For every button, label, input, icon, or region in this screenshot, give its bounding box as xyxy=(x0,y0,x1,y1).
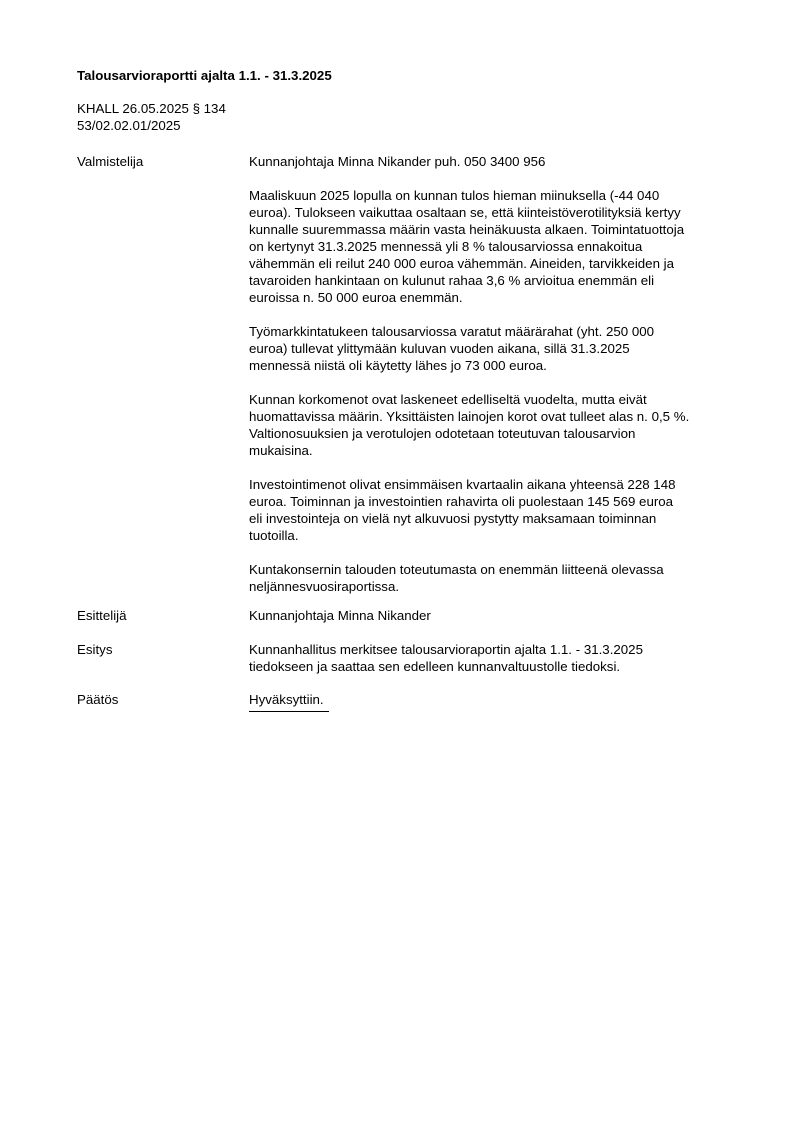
paragraph-line: tuotoilla. xyxy=(249,528,299,543)
body-paragraph xyxy=(249,476,739,544)
proposal-line: Kunnanhallitus merkitsee talousarvioraportin ajalta 1.1. - 31.3.2025 xyxy=(249,642,643,657)
paragraph-line: Investointimenot olivat ensimmäisen kvartaalin aikana yhteensä 228 148 xyxy=(249,477,676,492)
decision-label: Päätös xyxy=(77,692,119,707)
document-title: Talousarvioraportti ajalta 1.1. - 31.3.2025 xyxy=(77,68,332,83)
preparer-name: Kunnanjohtaja Minna Nikander puh. 050 3400 956 xyxy=(249,154,546,169)
record-number: 53/02.02.01/2025 xyxy=(77,118,181,133)
body-paragraph xyxy=(249,323,739,374)
decision-underline xyxy=(249,711,329,712)
preparer-label: Valmistelija xyxy=(77,154,144,169)
paragraph-line: eli investointeja on vielä nyt alkuvuosi pystytty maksamaan toiminnan xyxy=(249,511,657,526)
proposal-line: tiedokseen ja saattaa sen edelleen kunnanvaltuustolle tiedoksi. xyxy=(249,659,621,674)
paragraph-line: euroa). Tulokseen vaikuttaa osaltaan se, että kiinteistöverotilityksiä kertyy xyxy=(249,205,681,220)
paragraph-line: mennessä niistä oli käytetty lähes jo 73 000 euroa. xyxy=(249,358,547,373)
proposal-label: Esitys xyxy=(77,642,113,657)
paragraph-line: neljännesvuosiraportissa. xyxy=(249,579,400,594)
presenter-name: Kunnanjohtaja Minna Nikander xyxy=(249,608,431,623)
paragraph-line: Kunnan korkomenot ovat laskeneet edelliseltä vuodelta, mutta eivät xyxy=(249,392,647,407)
paragraph-line: huomattavissa määrin. Yksittäisten lainojen korot ovat tulleet alas n. 0,5 %. xyxy=(249,409,690,424)
presenter-content xyxy=(249,607,739,624)
document-meta xyxy=(77,100,226,134)
body-paragraph xyxy=(249,391,739,459)
preparer-content xyxy=(249,153,739,595)
paragraph-line: euroa) tullevat ylittymään kuluvan vuoden aikana, sillä 31.3.2025 xyxy=(249,341,630,356)
paragraph-line: on kertynyt 31.3.2025 mennessä yli 8 % talousarviossa ennakoitua xyxy=(249,239,643,254)
paragraph-line: euroissa n. 50 000 euroa enemmän. xyxy=(249,290,463,305)
body-paragraph xyxy=(249,561,739,595)
paragraph-line: euroa. Toiminnan ja investointien rahavirta oli puolestaan 145 569 euroa xyxy=(249,494,674,509)
body-paragraph xyxy=(249,187,739,306)
presenter-label: Esittelijä xyxy=(77,608,127,623)
paragraph-line: Kuntakonsernin talouden toteutumasta on enemmän liitteenä olevassa xyxy=(249,562,664,577)
paragraph-line: Maaliskuun 2025 lopulla on kunnan tulos hieman miinuksella (-44 040 xyxy=(249,188,660,203)
proposal-content xyxy=(249,641,739,675)
decision-content xyxy=(249,691,739,712)
meeting-reference: KHALL 26.05.2025 § 134 xyxy=(77,101,226,116)
paragraph-line: mukaisina. xyxy=(249,443,313,458)
paragraph-line: Työmarkkintatukeen talousarviossa varatut määrärahat (yht. 250 000 xyxy=(249,324,655,339)
paragraph-line: kunnalle suuremmassa määrin vasta heinäkuusta alkaen. Toimintatuottoja xyxy=(249,222,685,237)
decision-text: Hyväksyttiin. xyxy=(249,692,324,707)
paragraph-line: vähemmän eli reilut 240 000 euroa vähemmän. Aineiden, tarvikkeiden ja xyxy=(249,256,675,271)
paragraph-line: Valtionosuuksien ja verotulojen odotetaan toteutuvan talousarvion xyxy=(249,426,636,441)
paragraph-line: tavaroiden hankintaan on kulunut rahaa 3,6 % arvioitua enemmän eli xyxy=(249,273,655,288)
